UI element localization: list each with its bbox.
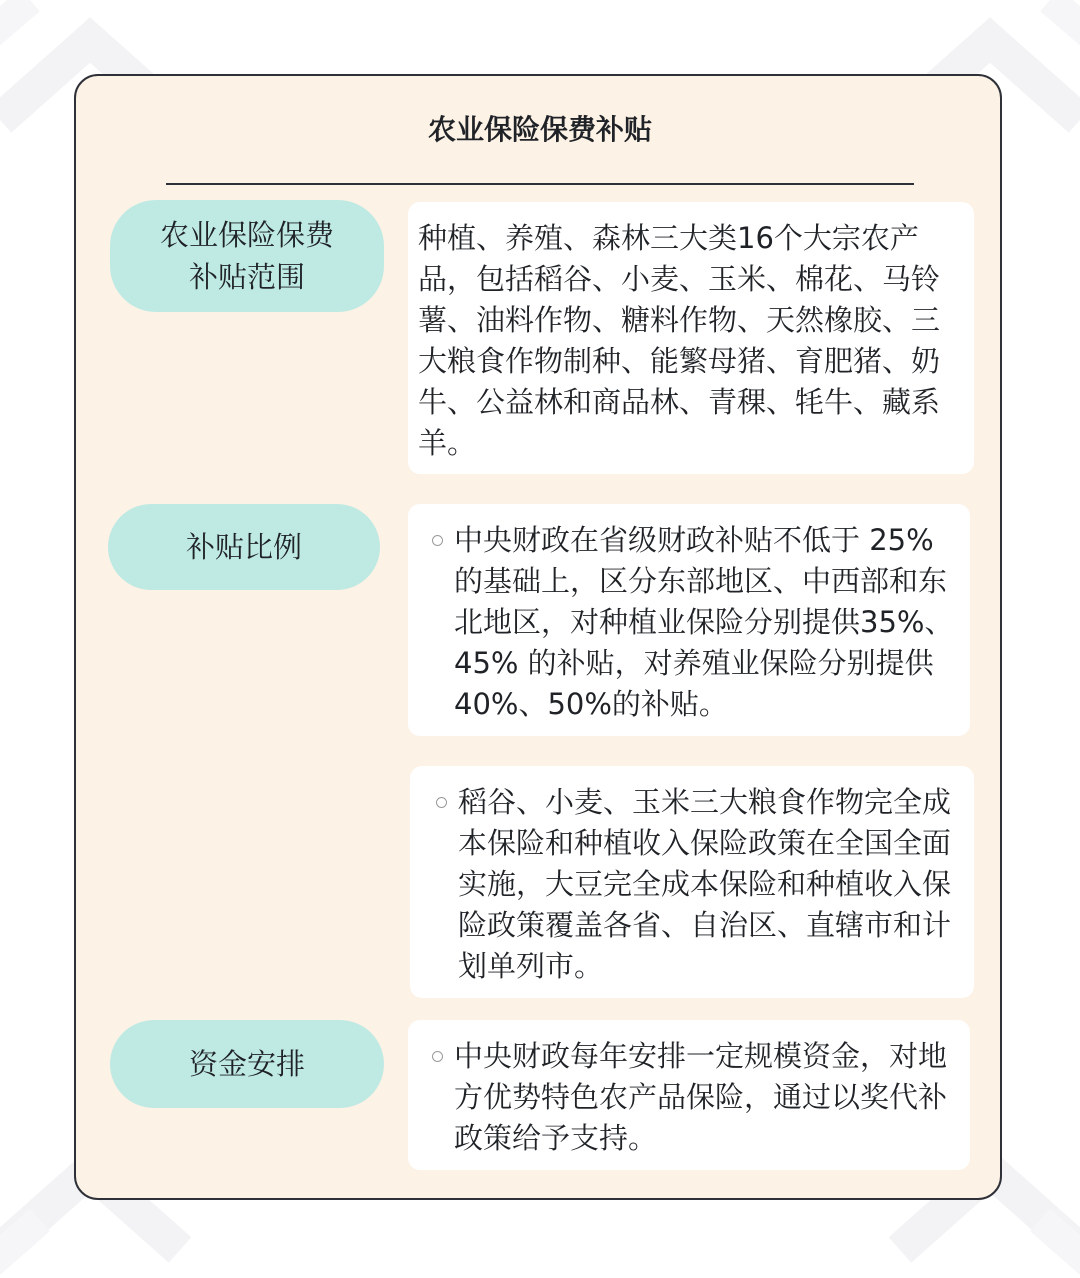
text-subsidy-ratio-1: 中央财政在省级财政补贴不低于 25%的基础上，区分东部地区、中西部和东北地区，对种植业保险分别提供35%、45% 的补贴，对养殖业保险分别提供 40%、50%的补贴。 <box>454 523 954 721</box>
label-pill-subsidy-ratio <box>108 504 380 590</box>
label-subsidy-ratio: 补贴比例 <box>185 530 302 564</box>
text-subsidy-scope: 种植、养殖、森林三大类16个大宗农产品，包括稻谷、小麦、玉米、棉花、马铃薯、油料作物、糖料作物、天然橡胶、三大粮食作物制种、能繁母猪、育肥猪、奶牛、公益林和商品林、青稞、牦牛、藏系羊。 <box>418 221 941 460</box>
content-box-funding <box>408 1020 970 1170</box>
content-box-subsidy-ratio-2 <box>410 766 974 998</box>
content-box-subsidy-ratio-1 <box>408 504 970 736</box>
content-box-subsidy-scope <box>408 202 974 474</box>
label-pill-subsidy-scope <box>110 200 384 312</box>
text-funding: 中央财政每年安排一定规模资金，对地方优势特色农产品保险，通过以奖代补政策给予支持。 <box>454 1039 948 1155</box>
page-title: 农业保险保费补贴 <box>427 113 652 146</box>
hollow-bullet-icon <box>432 535 443 546</box>
text-subsidy-ratio-2: 稻谷、小麦、玉米三大粮食作物完全成本保险和种植收入保险政策在全国全面实施，大豆完全成本保险和种植收入保险政策覆盖各省、自治区、直辖市和计划单列市。 <box>458 785 952 983</box>
hollow-bullet-icon <box>432 1051 443 1062</box>
label-subsidy-scope: 农业保险保费补贴范围 <box>159 218 334 294</box>
title-divider <box>166 183 914 185</box>
hollow-bullet-icon <box>436 797 447 808</box>
label-funding: 资金安排 <box>188 1047 305 1081</box>
label-pill-funding <box>110 1020 384 1108</box>
